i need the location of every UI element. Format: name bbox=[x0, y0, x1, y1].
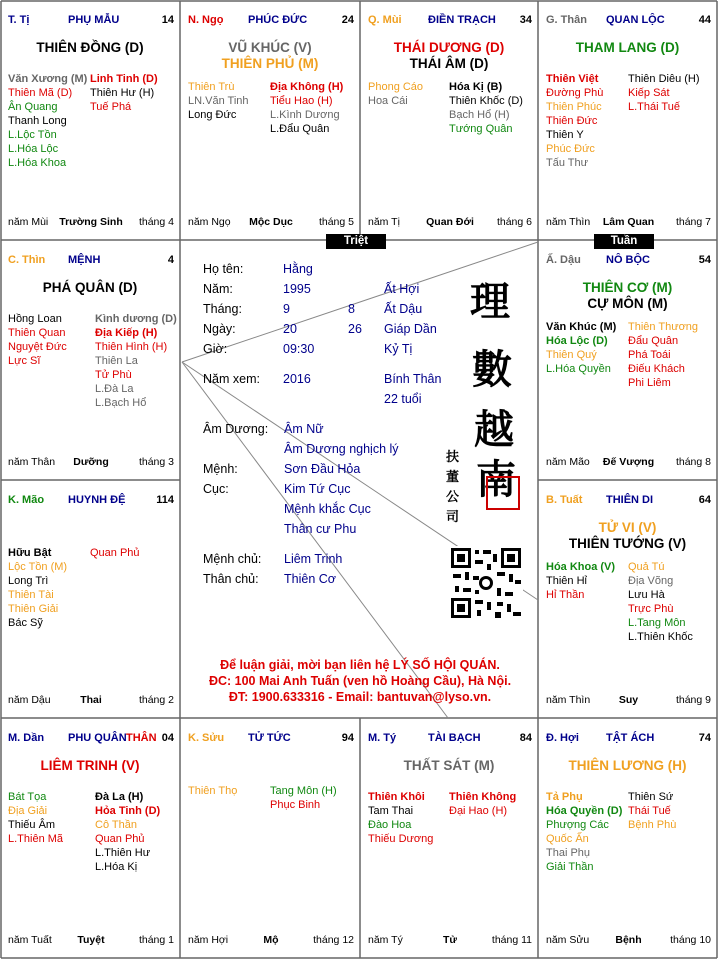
palace-year: năm Ngọ bbox=[188, 216, 231, 228]
left-stars bbox=[368, 790, 433, 846]
palace-year: năm Mùi bbox=[8, 216, 49, 228]
palace-branch: C. Thìn bbox=[8, 254, 46, 266]
month-solar: 9 bbox=[283, 302, 290, 316]
palace-header bbox=[188, 732, 354, 746]
small-char-2: 董 bbox=[446, 470, 460, 485]
palace-header bbox=[8, 14, 174, 28]
minor-star: Phá Toái bbox=[628, 349, 671, 361]
palace-age: 24 bbox=[341, 14, 354, 26]
left-stars bbox=[8, 312, 67, 368]
main-star: LIÊM TRINH (V) bbox=[40, 758, 140, 773]
palace-name: QUAN LỘC bbox=[606, 14, 665, 26]
minor-star: Tiểu Hao (H) bbox=[270, 95, 333, 107]
palace-phase: Dưỡng bbox=[73, 456, 109, 468]
minor-star: Nguyệt Đức bbox=[8, 341, 67, 353]
minor-star: Thiên Thương bbox=[628, 321, 699, 333]
day-label: Ngày: bbox=[203, 322, 236, 336]
hour-label: Giờ: bbox=[203, 342, 228, 356]
calligraphy-char-3: 越 bbox=[474, 406, 514, 453]
right-stars bbox=[628, 72, 700, 114]
palace-header bbox=[188, 14, 354, 28]
minor-star: Thiên Y bbox=[546, 129, 584, 141]
palace-cell bbox=[360, 0, 538, 240]
palace-phase: Suy bbox=[618, 694, 639, 706]
name-value: Hằng bbox=[283, 262, 313, 276]
palace-branch: Ấ. Dậu bbox=[546, 254, 581, 266]
main-star: VŨ KHÚC (V) bbox=[228, 40, 312, 55]
palace-footer bbox=[8, 456, 174, 470]
day-lunar: Giáp Dần bbox=[384, 322, 437, 336]
am-duong-note: Âm Dương nghịch lý bbox=[284, 442, 399, 456]
contact-address: ĐC: 100 Mai Anh Tuấn (ven hồ Hoàng Cầu), Hà Nội. bbox=[208, 674, 512, 688]
minor-star: Hoa Cái bbox=[368, 95, 408, 107]
minor-star: L.Hóa Khoa bbox=[8, 157, 67, 169]
main-star: THAM LANG (D) bbox=[575, 40, 680, 55]
palace-month: tháng 10 bbox=[670, 934, 711, 946]
left-stars bbox=[546, 72, 603, 170]
palace-age: 94 bbox=[341, 732, 354, 744]
minor-star: Thiên La bbox=[95, 355, 138, 367]
main-star: THÁI ÂM (D) bbox=[409, 56, 489, 71]
minor-star: Văn Xương (M) bbox=[8, 73, 88, 85]
palace-month: tháng 8 bbox=[675, 456, 711, 468]
contact-note: Để luận giải, mời bạn liên hệ LÝ SỐ HỘI QUÁN. bbox=[220, 658, 500, 672]
palace-month: tháng 3 bbox=[138, 456, 174, 468]
palace-header bbox=[368, 14, 532, 28]
minor-star: Quả Tú bbox=[628, 561, 665, 573]
view-year-lunar: Bính Thân bbox=[384, 372, 442, 386]
minor-star: Đại Hao (H) bbox=[449, 805, 508, 817]
minor-star: Thiên Sứ bbox=[628, 791, 674, 803]
minor-star: Thiên Khốc (D) bbox=[449, 95, 523, 107]
palace-age: 54 bbox=[698, 254, 711, 266]
minor-star: L.Hóa Kị bbox=[95, 861, 138, 873]
palace-age: 44 bbox=[698, 14, 711, 26]
right-stars bbox=[449, 80, 523, 136]
palace-name: MỆNH bbox=[68, 254, 101, 266]
palace-cell bbox=[538, 0, 717, 240]
palace-phase: Thai bbox=[80, 694, 102, 706]
palace-footer bbox=[546, 934, 711, 948]
palace-age: 74 bbox=[698, 732, 711, 744]
palace-phase: Mộc Dục bbox=[249, 216, 293, 228]
view-year-label: Năm xem: bbox=[203, 372, 260, 386]
left-stars bbox=[188, 80, 249, 122]
palace-month: tháng 7 bbox=[675, 216, 711, 228]
minor-star: Bác Sỹ bbox=[8, 617, 43, 629]
minor-star: Hóa Khoa (V) bbox=[546, 561, 616, 573]
main-star: THIÊN ĐỒNG (D) bbox=[36, 40, 144, 55]
palace-month: tháng 12 bbox=[313, 934, 354, 946]
hour-value: 09:30 bbox=[283, 342, 315, 356]
month-lunar: Ất Dậu bbox=[384, 302, 423, 316]
small-char-3: 公 bbox=[446, 490, 460, 505]
palace-month: tháng 11 bbox=[491, 934, 532, 946]
palace-name: TỬ TỨC bbox=[248, 732, 291, 744]
minor-star: L.Hóa Lộc bbox=[8, 143, 59, 155]
left-stars bbox=[546, 560, 615, 602]
minor-star: Thiếu Dương bbox=[368, 833, 434, 845]
palace-phase: Tử bbox=[442, 934, 458, 946]
minor-star: Thiên Phúc bbox=[546, 101, 602, 113]
minor-star: Tang Môn (H) bbox=[270, 785, 337, 797]
minor-star: Lộc Tồn (M) bbox=[8, 561, 68, 573]
cuc-value: Kim Tứ Cục bbox=[284, 482, 351, 496]
palace-branch: M. Tý bbox=[368, 732, 397, 744]
palace-month: tháng 6 bbox=[496, 216, 532, 228]
palace-year: năm Sửu bbox=[546, 934, 590, 946]
palace-phase: Bệnh bbox=[615, 934, 642, 946]
minor-star: Linh Tinh (D) bbox=[90, 73, 158, 85]
minor-star: Phượng Các bbox=[546, 819, 609, 831]
minor-star: Phi Liêm bbox=[628, 377, 671, 389]
minor-star: Thiên Diêu (H) bbox=[628, 73, 700, 85]
qr-code bbox=[449, 546, 523, 620]
palace-branch: M. Dần bbox=[8, 732, 45, 744]
palace-year: năm Tị bbox=[368, 216, 400, 228]
minor-star: Lưu Hà bbox=[628, 589, 665, 601]
palace-year: năm Tuất bbox=[8, 934, 52, 946]
minor-star: Thiên Tài bbox=[8, 589, 54, 601]
minor-star: Bạch Hổ (H) bbox=[449, 109, 510, 121]
minor-star: L.Thiên Mã bbox=[8, 833, 64, 845]
minor-star: Địa Giải bbox=[8, 805, 48, 817]
palace-footer bbox=[368, 216, 532, 230]
minor-star: Văn Khúc (M) bbox=[546, 321, 617, 333]
minor-star: Hỉ Thần bbox=[546, 589, 585, 601]
minor-star: Thiên Giải bbox=[8, 603, 59, 615]
right-stars bbox=[270, 80, 343, 136]
right-stars bbox=[90, 546, 140, 560]
minor-star: Thiên Hư (H) bbox=[90, 87, 155, 99]
year-label: Năm: bbox=[203, 282, 233, 296]
palace-month: tháng 1 bbox=[138, 934, 174, 946]
palace-footer bbox=[8, 934, 174, 948]
palace-name: THIÊN DI bbox=[606, 494, 654, 506]
day-solar: 20 bbox=[283, 322, 297, 336]
palace-header bbox=[368, 732, 532, 746]
palace-branch: K. Sửu bbox=[188, 732, 225, 744]
tuan-tag: Tuần bbox=[594, 234, 654, 249]
main-star: TỬ VI (V) bbox=[598, 520, 657, 535]
minor-star: Thai Phụ bbox=[546, 847, 591, 859]
small-char-4: 司 bbox=[446, 510, 460, 525]
palace-year: năm Mão bbox=[546, 456, 590, 468]
minor-star: L.Thiên Hư bbox=[95, 847, 151, 859]
main-star: THIÊN LƯƠNG (H) bbox=[568, 758, 687, 773]
right-stars bbox=[90, 72, 158, 114]
palace-header bbox=[8, 494, 174, 508]
cuc-note: Mệnh khắc Cục bbox=[284, 502, 371, 516]
palace-cell bbox=[538, 240, 717, 480]
minor-star: Thiên Quan bbox=[8, 327, 66, 339]
palace-age: 64 bbox=[698, 494, 711, 506]
right-stars bbox=[628, 320, 698, 390]
minor-star: L.Bạch Hổ bbox=[95, 397, 147, 409]
minor-star: Thiên Việt bbox=[546, 73, 599, 85]
minor-star: L.Lộc Tồn bbox=[8, 129, 57, 141]
main-star: PHÁ QUÂN (D) bbox=[42, 280, 138, 295]
palace-branch: Đ. Hợi bbox=[546, 732, 579, 744]
minor-star: Bệnh Phù bbox=[628, 819, 677, 831]
minor-star: Thiên Thọ bbox=[188, 785, 238, 797]
main-star: THIÊN PHỦ (M) bbox=[221, 56, 319, 71]
minor-star: Hóa Kị (B) bbox=[449, 81, 503, 93]
triet-tag: Triệt bbox=[326, 234, 386, 249]
palace-phase: Tuyệt bbox=[77, 934, 105, 946]
palace-footer bbox=[368, 934, 532, 948]
day-lunar-num: 26 bbox=[348, 322, 362, 336]
palace-header bbox=[8, 732, 174, 746]
than-marker: THÂN bbox=[126, 732, 157, 744]
minor-star: Địa Kiếp (H) bbox=[95, 327, 158, 339]
palace-name: PHỤ MẪU bbox=[68, 14, 120, 26]
main-star: CỰ MÔN (M) bbox=[587, 296, 668, 311]
palace-phase: Đế Vượng bbox=[602, 456, 655, 468]
minor-star: Đà La (H) bbox=[95, 791, 144, 803]
view-year-value: 2016 bbox=[283, 372, 311, 386]
right-stars bbox=[95, 312, 177, 410]
minor-star: Tam Thai bbox=[368, 805, 414, 817]
minor-star: LN.Văn Tinh bbox=[188, 95, 249, 107]
than-chu-label: Thân chủ: bbox=[203, 572, 259, 586]
minor-star: Đẩu Quân bbox=[628, 335, 679, 347]
right-stars bbox=[270, 784, 337, 812]
palace-age: 14 bbox=[161, 14, 174, 26]
month-lunar-num: 8 bbox=[348, 302, 355, 316]
right-stars bbox=[95, 790, 160, 874]
palace-branch: K. Mão bbox=[8, 494, 45, 506]
right-stars bbox=[628, 790, 676, 832]
minor-star: Thiên Khôi bbox=[368, 791, 425, 803]
than-chu-value: Thiên Cơ bbox=[284, 572, 336, 586]
left-stars bbox=[8, 72, 87, 170]
palace-phase: Quan Đới bbox=[426, 216, 474, 228]
right-stars bbox=[628, 560, 693, 644]
minor-star: Thiếu Âm bbox=[8, 819, 56, 831]
menh-chu-label: Mệnh chủ: bbox=[203, 552, 262, 566]
palace-cell bbox=[538, 718, 717, 958]
palace-header bbox=[546, 494, 711, 508]
year-value: 1995 bbox=[283, 282, 311, 296]
minor-star: Hóa Quyền (D) bbox=[546, 805, 623, 817]
palace-age: 34 bbox=[519, 14, 532, 26]
left-stars bbox=[546, 790, 622, 874]
palace-age: 84 bbox=[519, 732, 532, 744]
palace-branch: N. Ngọ bbox=[188, 14, 224, 26]
palace-name: ĐIỀN TRẠCH bbox=[428, 14, 496, 26]
palace-cell bbox=[180, 0, 360, 240]
minor-star: Phong Cáo bbox=[368, 81, 424, 93]
minor-star: L.Thiên Khốc bbox=[628, 631, 693, 643]
main-star: THẤT SÁT (M) bbox=[403, 758, 495, 773]
minor-star: Thái Tuế bbox=[628, 805, 671, 817]
minor-star: Phục Binh bbox=[270, 799, 321, 811]
minor-star: Cô Thần bbox=[95, 819, 137, 831]
minor-star: Địa Võng bbox=[628, 575, 674, 587]
minor-star: L.Kình Dương bbox=[270, 109, 340, 121]
hour-lunar: Kỷ Tị bbox=[384, 342, 413, 356]
calligraphy-char-2: 數 bbox=[472, 346, 512, 393]
palace-footer bbox=[188, 216, 354, 230]
palace-cell bbox=[0, 718, 180, 958]
minor-star: Tấu Thư bbox=[546, 157, 589, 169]
main-star: THÁI DƯƠNG (D) bbox=[393, 40, 505, 55]
main-star: THIÊN TƯỚNG (V) bbox=[568, 536, 687, 551]
palace-phase: Lâm Quan bbox=[602, 216, 655, 228]
palace-cell bbox=[0, 240, 180, 480]
minor-star: Lực Sĩ bbox=[8, 355, 41, 367]
minor-star: Thiên Quý bbox=[546, 349, 597, 361]
palace-footer bbox=[546, 456, 711, 470]
palace-year: năm Thân bbox=[8, 456, 56, 468]
palace-name: PHU QUÂN bbox=[68, 732, 127, 744]
left-stars bbox=[8, 790, 63, 846]
cuc-label: Cục: bbox=[203, 482, 229, 496]
palace-footer bbox=[8, 216, 174, 230]
palace-year: năm Thìn bbox=[546, 694, 591, 706]
small-char-1: 扶 bbox=[446, 450, 460, 465]
month-label: Tháng: bbox=[203, 302, 242, 316]
menh-label: Mệnh: bbox=[203, 462, 238, 476]
left-stars bbox=[368, 80, 423, 108]
palace-age: 04 bbox=[161, 732, 174, 744]
minor-star: Thiên Đức bbox=[546, 115, 598, 127]
palace-phase: Mộ bbox=[263, 934, 279, 946]
minor-star: Hồng Loan bbox=[8, 313, 62, 325]
minor-star: L.Tang Môn bbox=[628, 617, 686, 629]
palace-header bbox=[546, 254, 711, 268]
palace-year: năm Dậu bbox=[8, 694, 51, 706]
palace-name: TẬT ÁCH bbox=[606, 732, 655, 744]
am-duong-value: Âm Nữ bbox=[284, 422, 324, 436]
palace-cell bbox=[180, 718, 360, 958]
palace-branch: G. Thân bbox=[546, 14, 587, 26]
palace-month: tháng 2 bbox=[138, 694, 174, 706]
main-star: THIÊN CƠ (M) bbox=[582, 280, 673, 295]
palace-header bbox=[546, 14, 711, 28]
minor-star: Phúc Đức bbox=[546, 143, 595, 155]
minor-star: Tuế Phá bbox=[90, 101, 132, 113]
palace-year: năm Tý bbox=[368, 934, 403, 946]
palace-branch: T. Tị bbox=[8, 14, 30, 26]
palace-month: tháng 5 bbox=[318, 216, 354, 228]
left-stars bbox=[8, 546, 67, 630]
palace-footer bbox=[188, 934, 354, 948]
palace-name: TÀI BẠCH bbox=[428, 732, 481, 744]
minor-star: Đường Phù bbox=[546, 87, 604, 99]
minor-star: Thanh Long bbox=[8, 115, 67, 127]
palace-header bbox=[8, 254, 174, 268]
minor-star: Quan Phủ bbox=[95, 833, 145, 845]
minor-star: Long Trì bbox=[8, 575, 49, 587]
minor-star: Hỏa Tinh (D) bbox=[95, 805, 161, 817]
minor-star: L.Đà La bbox=[95, 383, 134, 395]
palace-name: PHÚC ĐỨC bbox=[248, 14, 308, 26]
minor-star: L.Đẩu Quân bbox=[270, 123, 330, 135]
minor-star: Bát Tọa bbox=[8, 791, 47, 803]
left-stars bbox=[188, 784, 237, 798]
palace-header bbox=[546, 732, 711, 746]
minor-star: Tả Phụ bbox=[546, 791, 583, 803]
minor-star: Hữu Bật bbox=[8, 547, 52, 559]
minor-star: Thiên Trù bbox=[188, 81, 235, 93]
minor-star: L.Hóa Quyền bbox=[546, 363, 611, 375]
minor-star: Kình dương (D) bbox=[95, 313, 177, 325]
right-stars bbox=[449, 790, 516, 818]
palace-name: NÔ BỘC bbox=[606, 254, 650, 266]
left-stars bbox=[546, 320, 616, 376]
minor-star: Tử Phù bbox=[95, 369, 132, 381]
palace-footer bbox=[546, 216, 711, 230]
calligraphy-char-1: 理 bbox=[470, 278, 510, 325]
minor-star: Giải Thần bbox=[546, 861, 594, 873]
minor-star: Điếu Khách bbox=[628, 363, 685, 375]
than-cu-note: Thân cư Phu bbox=[284, 522, 357, 536]
minor-star: Kiếp Sát bbox=[628, 87, 670, 99]
am-duong-label: Âm Dương: bbox=[203, 422, 269, 436]
palace-year: năm Hợi bbox=[188, 934, 229, 946]
menh-value: Sơn Đầu Hỏa bbox=[284, 462, 361, 476]
palace-age: 4 bbox=[167, 254, 174, 266]
minor-star: Ân Quang bbox=[8, 101, 58, 113]
palace-year: năm Thìn bbox=[546, 216, 591, 228]
minor-star: Thiên Không bbox=[449, 791, 517, 803]
palace-phase: Trường Sinh bbox=[59, 216, 123, 228]
palace-month: tháng 9 bbox=[675, 694, 711, 706]
palace-cell bbox=[0, 0, 180, 240]
name-label: Họ tên: bbox=[203, 262, 244, 276]
age-value: 22 tuổi bbox=[384, 392, 422, 406]
minor-star: Thiên Hình (H) bbox=[95, 341, 168, 353]
minor-star: Quan Phủ bbox=[90, 547, 140, 559]
palace-cell bbox=[360, 718, 538, 958]
minor-star: Thiên Mã (D) bbox=[8, 87, 73, 99]
calligraphy-char-4: 南 bbox=[476, 456, 516, 503]
minor-star: Quốc Ấn bbox=[546, 833, 589, 845]
minor-star: Tướng Quân bbox=[449, 123, 513, 135]
seal-stamp bbox=[486, 476, 520, 510]
minor-star: Địa Không (H) bbox=[270, 81, 344, 93]
palace-branch: Q. Mùi bbox=[368, 14, 402, 26]
minor-star: L.Thái Tuế bbox=[628, 101, 680, 113]
minor-star: Đào Hoa bbox=[368, 819, 412, 831]
palace-age: 114 bbox=[156, 494, 174, 506]
menh-chu-value: Liêm Trinh bbox=[284, 552, 343, 566]
minor-star: Long Đức bbox=[188, 109, 237, 121]
minor-star: Thiên Hỉ bbox=[546, 575, 587, 587]
year-lunar: Ất Hợi bbox=[384, 282, 420, 296]
minor-star: Trực Phù bbox=[628, 603, 674, 615]
palace-month: tháng 4 bbox=[138, 216, 174, 228]
palace-branch: B. Tuất bbox=[546, 494, 583, 506]
contact-phone-email: ĐT: 1900.633316 - Email: bantuvan@lyso.vn. bbox=[228, 690, 492, 704]
palace-name: HUYNH ĐỆ bbox=[68, 494, 126, 506]
minor-star: Hóa Lộc (D) bbox=[546, 335, 608, 347]
